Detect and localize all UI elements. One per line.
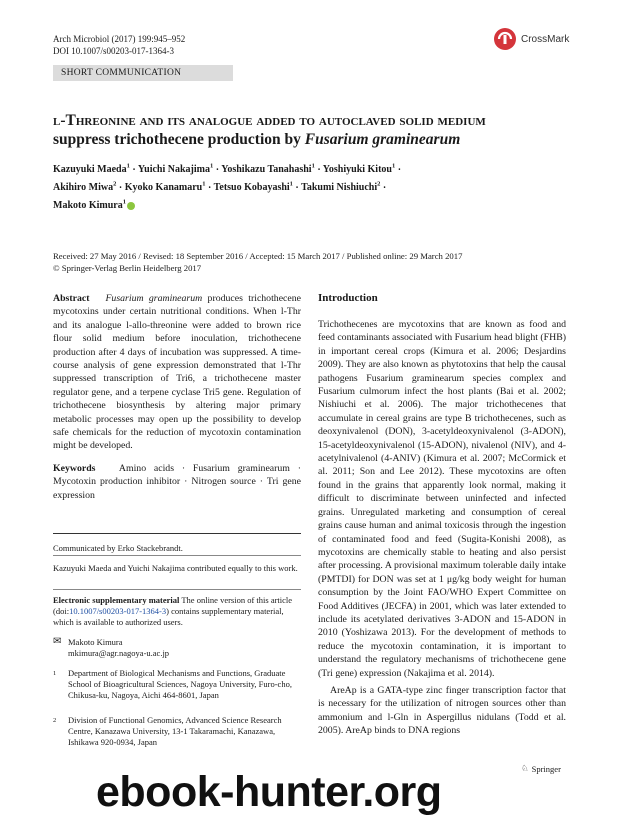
author-separator: · [314,164,323,176]
author-name[interactable] [301,182,380,193]
author-name-text: Tetsuo Kobayashi [213,182,290,194]
affiliation-2 [53,715,301,748]
author-affiliation-mark: 1 [210,163,214,170]
intro-paragraph-2: AreAp is a GATA-type zinc finger transcription factor that is necessary for the utilization of nitrogen sources other than ammonium and l-Gln in Aspergillus nidulans (Todd et al. 2005). AreAp binds to DNA regions [318,684,566,737]
crossmark-label: CrossMark [521,33,570,45]
author-name[interactable] [221,164,315,175]
springer-horse-icon: ♘ [521,763,529,773]
author-separator: · [395,164,402,176]
crossmark-icon [493,27,517,51]
orcid-icon[interactable] [127,202,135,210]
author-separator: · [116,182,125,194]
affiliation-number: 2 [53,717,57,724]
author-name-text: Yuichi Nakajima [137,164,210,176]
keywords [53,462,301,502]
esm-label: Electronic supplementary material [53,595,180,605]
esm-text2: ) contains supplementary material, which is available to authorized users. [53,606,284,627]
introduction-heading: Introduction [318,292,378,304]
author-affiliation-mark: 1 [122,198,126,206]
introduction-body [318,318,566,742]
author-name[interactable] [53,200,126,211]
author-affiliation-mark: 1 [289,180,293,188]
author-name-text: Yoshiyuki Kitou [322,164,392,176]
author-separator: · [380,182,387,194]
contribution-note: Kazuyuki Maeda and Yuichi Nakajima contributed equally to this work. [53,563,298,573]
author-name[interactable] [53,182,116,193]
author-separator: · [292,182,302,194]
author-affiliation-mark: 2 [377,180,381,188]
keywords-label: Keywords [53,463,96,474]
author-separator: · [205,182,214,194]
affiliation-text: Division of Functional Genomics, Advanced Science Research Centre, Kanazawa University, 13-1 Takaramachi, Kanazawa, Ishikawa 920-0934, Japan [68,715,282,747]
esm-note [53,595,301,628]
abstract-text: produces trichothecene mycotoxins under certain nutritional conditions. When l-Thr and its analogue l-allo-threonine were added to brown rice flour solid medium before inoculation, trichothecene production after 4 days of incubation was suppressed. A time-course analysis of gene expression demonstrated that l-Thr suppressed transcription of Tri6, a trichothecene master regulator gene, and a terpene cyclase Tri5 gene. Regulation of trichothecene biosynthesis by altering major primary metabolic processes may open up the possibility to develop safe chemicals for the reduction of mycotoxin contamination might be developed. [53,293,301,452]
doi-line: DOI 10.1007/s00203-017-1364-3 [53,46,174,56]
springer-label: Springer [531,763,561,774]
abstract-label: Abstract [53,293,90,304]
communicated-by: Communicated by Erko Stackebrandt. [53,543,183,553]
title-line2: suppress trichothecene production by [53,131,305,148]
abstract [53,292,301,453]
article-dates [53,251,573,274]
author-name-text: Takumi Nishiuchi [301,182,378,194]
affiliation-text: Department of Biological Mechanisms and Functions, Graduate School of Bioagricultural Sciences, Nagoya University, Furo-cho, Chikusa-ku, Nagoya, Aichi 464-8601, Japan [68,668,292,700]
author-separator: · [129,164,138,176]
section-banner: SHORT COMMUNICATION [53,65,233,81]
watermark: ebook-hunter.org [96,768,442,816]
copyright: © Springer-Verlag Berlin Heidelberg 2017 [53,262,202,273]
author-name-text: Akihiro Miwa [53,182,114,194]
journal-citation [53,33,185,57]
esm-text1: The online version of this article (doi: [53,595,293,616]
esm-doi-link[interactable]: 10.1007/s00203-017-1364-3 [69,606,167,616]
author-name[interactable] [138,164,213,175]
author-separator: · [213,164,222,176]
author-affiliation-mark: 1 [202,180,206,188]
author-name[interactable] [53,164,130,175]
crossmark-badge[interactable] [493,26,583,52]
correspondence [53,637,301,659]
author-name-text: Kazuyuki Maeda [53,164,127,176]
affiliation-number: 1 [53,670,57,677]
article-title [53,111,573,149]
keywords-text: Amino acids · Fusarium graminearum · Mycotoxin production inhibitor · Nitrogen source · Tri gene expression [53,463,301,501]
author-name[interactable] [323,164,395,175]
footnote-divider [53,589,301,590]
footnote-divider [53,533,301,534]
affiliation-1 [53,668,301,701]
author-name-text: Kyoko Kanamaru [124,182,203,194]
history-dates: Received: 27 May 2016 / Revised: 18 September 2016 / Accepted: 15 March 2017 / Published online: 29 March 2017 [53,251,463,261]
footnote-divider [53,555,301,556]
title-line1: l-Threonine and its analogue added to autoclaved solid medium [53,112,486,129]
journal-line: Arch Microbiol (2017) 199:945–952 [53,34,186,44]
envelope-icon: ✉ [53,636,62,647]
intro-paragraph-1: Trichothecenes are mycotoxins that are known as food and feed contaminants associated with Fusarium head blight (FHB) in important cereal crops (Kimura et al. 2006; Desjardins 2009). They are also known as phytotoxins that help the causal pathogens Fusarium graminearum species complex and Fusarium culmorum infect the host plants (Bai et al. 2002; Nishiuchi et al. 2006). The major trichothecenes that accumulate in cereal grains are type B trichothecenes, such as deoxynivalenol (DON), 3-acetyldeoxynivalenol (3-ADON), 15-acetyldeoxynivalenol (15-ADON), nivalenol (NIV), and 4-acetylnivalenol (4-ANIV) (Kimura et al. 2007; McCormick et al. 2011; Son and Lee 2012). These mycotoxins are often found in the grains that apparently look normal, making it difficult to discriminate between uninfected and infected grains. Unregulated marketing and consumption of cereal grains cause human and animal toxicosis through the ingestion of contaminated food and feed (Sugita-Konishi 2008), as mycotoxins are chemically stable to heating and also persist after processing. A provisional maximum tolerable daily intake (PMTDI) for DON was set at 1 μg/kg body weight for human consumption by the Joint FAO/WHO Expert Committee on Food Additives (JECFA) in 2001, which was later extended to include its acetylated derivatives 3-ADON and 15-ADON in 2010 (Yoshizawa 2013). For the development of methods to reduce the mycotoxin contamination, it is important to understand the regulatory mechanisms of trichothecene gene (Tri gene) expression (Nakajima et al. 2014). [318,319,566,679]
title-organism: Fusarium graminearum [304,131,461,148]
author-affiliation-mark: 1 [126,163,130,170]
author-name-text: Yoshikazu Tanahashi [221,164,312,176]
author-affiliation-mark: 1 [311,163,315,170]
author-name[interactable] [214,182,293,193]
author-name-text: Makoto Kimura [53,199,123,211]
springer-logo [521,763,561,774]
author-name[interactable] [125,182,206,193]
author-affiliation-mark: 1 [391,163,396,170]
corresponding-author: Makoto Kimura [68,637,123,647]
abstract-organism: Fusarium graminearum [105,293,203,304]
corresponding-email[interactable]: mkimura@agr.nagoya-u.ac.jp [68,648,170,658]
author-affiliation-mark: 2 [113,180,117,188]
author-list [53,160,573,213]
